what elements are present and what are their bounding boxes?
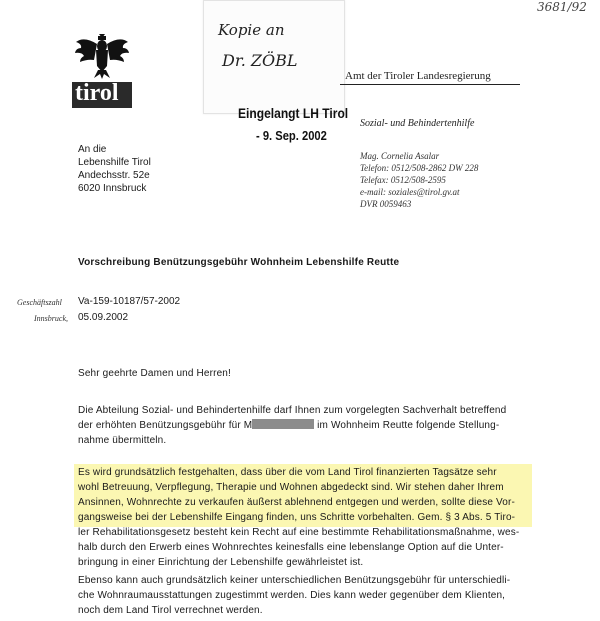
sender-contact-block [360,150,478,210]
paragraph-1-line2-end: im Wohnheim Reutte folgende Stellung- [314,420,500,431]
sender-email: e-mail: soziales@tirol.gv.at [360,187,460,197]
paragraph-2-line2: wohl Betreuung, Verpflegung, Therapie und Wohnen abgedeckt sind. Wir stehen daher Ihrem [78,482,504,493]
paragraph-1-line1: Die Abteilung Sozial- und Behindertenhilfe darf Ihnen zum vorgelegten Sachverhalt betreffend [78,405,507,416]
paragraph-2-line4: gangsweise bei der Lebenshilfe Eingang finden, uns Schritte vorbehalten. Gem. § 3 Abs. 5 Tiro- [78,512,516,523]
logo-box [72,82,132,108]
paragraph-3-line1: Ebenso kann auch grundsätzlich keiner unterschiedlichen Benützungsgebühr für unterschiedli- [78,575,511,586]
sender-phone: Telefon: 0512/508-2862 DW 228 [360,163,479,173]
reference-number: Va-159-10187/57-2002 [78,296,181,307]
recipient-line3: Andechsstr. 52e [78,170,150,181]
recipient-address [78,143,151,195]
paragraph-1 [78,403,538,448]
sender-fax: Telefax: 0512/508-2595 [360,175,446,185]
paragraph-1-line2 [78,418,538,433]
logo-text: tirol [75,80,119,106]
paragraph-2-line1: Es wird grundsätzlich festgehalten, dass über die vom Land Tirol finanzierten Tagsätze sehr [78,467,497,478]
recipient-line4: 6020 Innsbruck [78,183,147,194]
eagle-icon [72,32,132,80]
paragraph-2-line7: bringung in einer Einrichtung der Lebenshilfe gewährleistet ist. [78,557,364,568]
received-stamp-date: - 9. Sep. 2002 [256,128,327,143]
sticky-note-line2: Dr. ZÖBL [222,51,298,70]
received-stamp-line1: Eingelangt LH Tirol [238,105,349,121]
salutation: Sehr geehrte Damen und Herren! [78,368,231,379]
redaction-block [252,419,314,429]
paragraph-2 [78,465,538,570]
place-label: Innsbruck, [34,314,68,323]
paragraph-3 [78,573,538,618]
paragraph-3-line2: che Wohnraumausstattungen zugestimmt werden. Dies kann weder gegenüber dem Klienten, [78,590,506,601]
paragraph-2-line5: ler Rehabilitationsgesetz besteht kein Recht auf eine bestimmte Rehabilitationsmaßnahme, wes- [78,527,520,538]
reference-label: Geschäftszahl [17,298,62,307]
paragraph-2-line6: halb durch den Erwerb eines Wohnrechtes keinesfalls eine lebenslange Option auf die Unter- [78,542,504,553]
letter-date: 05.09.2002 [78,312,129,323]
paragraph-3-line3: noch dem Land Tirol verrechnet werden. [78,605,263,616]
header-rule [340,84,520,85]
sender-department: Sozial- und Behindertenhilfe [360,118,475,129]
paragraph-1-line3: nahme übermitteln. [78,435,167,446]
subject-line: Vorschreibung Benützungsgebühr Wohnheim Lebenshilfe Reutte [78,257,400,268]
sticky-note-line1: Kopie an [218,21,285,39]
sender-contact: Mag. Cornelia Asalar [360,151,440,161]
sender-dvr: DVR 0059463 [360,199,412,209]
tirol-logo [72,32,132,106]
recipient-line2: Lebenshilfe Tirol [78,157,151,168]
paragraph-2-line3: Ansinnen, Wohnrechte zu verkaufen äußerst ablehnend entgegen und werden, sollte diese Vor- [78,497,515,508]
department-header: Amt der Tiroler Landesregierung [345,70,491,82]
recipient-line1: An die [78,144,107,155]
handwritten-file-number: 3681/92 [537,0,587,14]
sticky-note [203,0,345,114]
paragraph-1-line2-start: der erhöhten Benützungsgebühr für M [78,420,253,431]
